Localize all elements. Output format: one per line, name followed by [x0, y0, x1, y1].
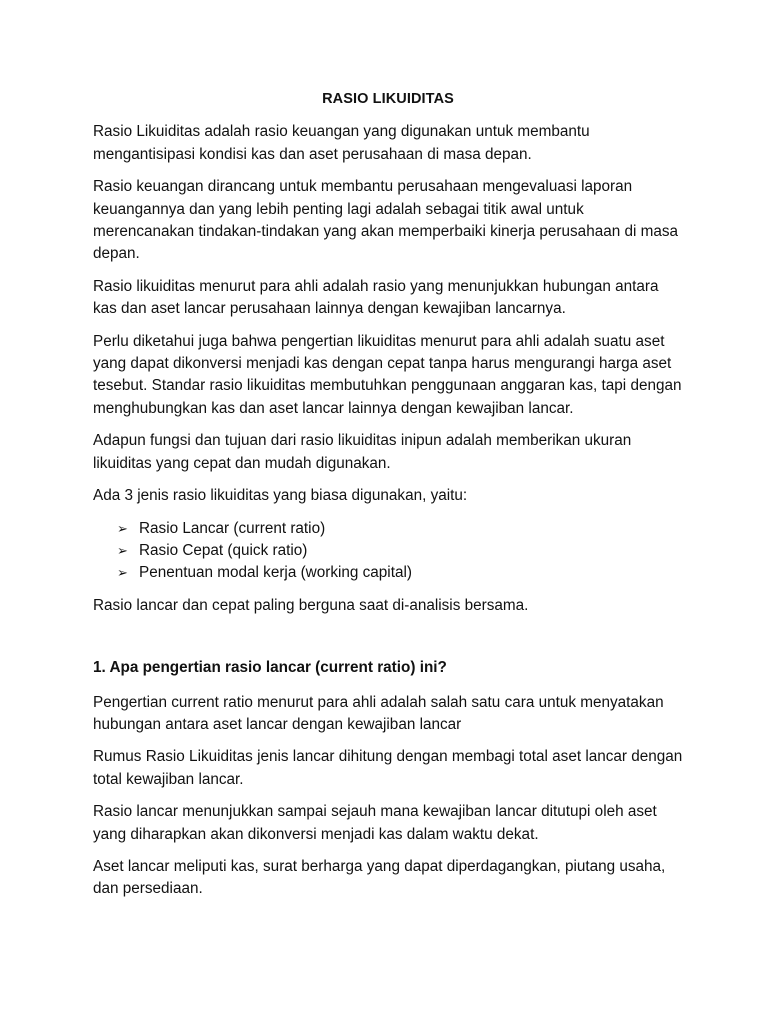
- paragraph: Rumus Rasio Likuiditas jenis lancar dihitung dengan membagi total aset lancar dengan total kewajiban lancar.: [93, 748, 683, 788]
- arrowhead-bullet-icon: ➢: [117, 542, 128, 558]
- list-item-label: Penentuan modal kerja (working capital): [139, 564, 412, 582]
- section-heading: 1. Apa pengertian rasio lancar (current ratio) ini?: [93, 659, 447, 677]
- list-item: [117, 562, 683, 584]
- paragraph: Pengertian current ratio menurut para ahli adalah salah satu cara untuk menyatakan hubungan antara aset lancar dengan kewajiban lancar: [93, 693, 664, 733]
- paragraph: Rasio Likuiditas adalah rasio keuangan yang digunakan untuk membantu mengantisipasi kondisi kas dan aset perusahaan di masa depan.: [93, 123, 590, 163]
- paragraph: Rasio lancar menunjukkan sampai sejauh mana kewajiban lancar ditutupi oleh aset yang diharapkan akan dikonversi menjadi kas dalam waktu dekat.: [93, 803, 657, 843]
- paragraph: Perlu diketahui juga bahwa pengertian likuiditas menurut para ahli adalah suatu aset yang dapat dikonversi menjadi kas dengan cepat tanpa harus mengurangi harga aset tesebut. Standar rasio likuiditas membutuhkan penggunaan anggaran kas, tapi dengan menghubungkan kas dan aset lancar lainnya dengan kewajiban lancar.: [93, 332, 682, 417]
- section-spacer: [93, 627, 683, 657]
- ratio-type-list: [93, 518, 683, 585]
- arrowhead-bullet-icon: ➢: [117, 520, 128, 536]
- list-item: [117, 540, 683, 562]
- list-item: [117, 518, 683, 540]
- paragraph: Rasio likuiditas menurut para ahli adalah rasio yang menunjukkan hubungan antara kas dan aset lancar perusahaan lainnya dengan kewajiban lancarnya.: [93, 277, 659, 318]
- paragraph: Aset lancar meliputi kas, surat berharga yang dapat diperdagangkan, piutang usaha, dan persediaan.: [93, 857, 666, 898]
- list-item-label: Rasio Lancar (current ratio): [139, 519, 326, 537]
- paragraph: Adapun fungsi dan tujuan dari rasio likuiditas inipun adalah memberikan ukuran likuiditas yang cepat dan mudah digunakan.: [93, 432, 632, 472]
- document-content: [93, 88, 683, 911]
- arrowhead-bullet-icon: ➢: [117, 565, 128, 581]
- paragraph: Rasio keuangan dirancang untuk membantu perusahaan mengevaluasi laporan keuangannya dan yang lebih penting lagi adalah sebagai titik awal untuk merencanakan tindakan-tindakan yang akan memperbaiki kinerja perusahaan di masa depan.: [93, 178, 679, 263]
- document-title: RASIO LIKUIDITAS: [322, 91, 454, 107]
- list-item-label: Rasio Cepat (quick ratio): [139, 541, 308, 559]
- paragraph: Ada 3 jenis rasio likuiditas yang biasa digunakan, yaitu:: [93, 487, 468, 505]
- paragraph: Rasio lancar dan cepat paling berguna saat di-analisis bersama.: [93, 596, 529, 614]
